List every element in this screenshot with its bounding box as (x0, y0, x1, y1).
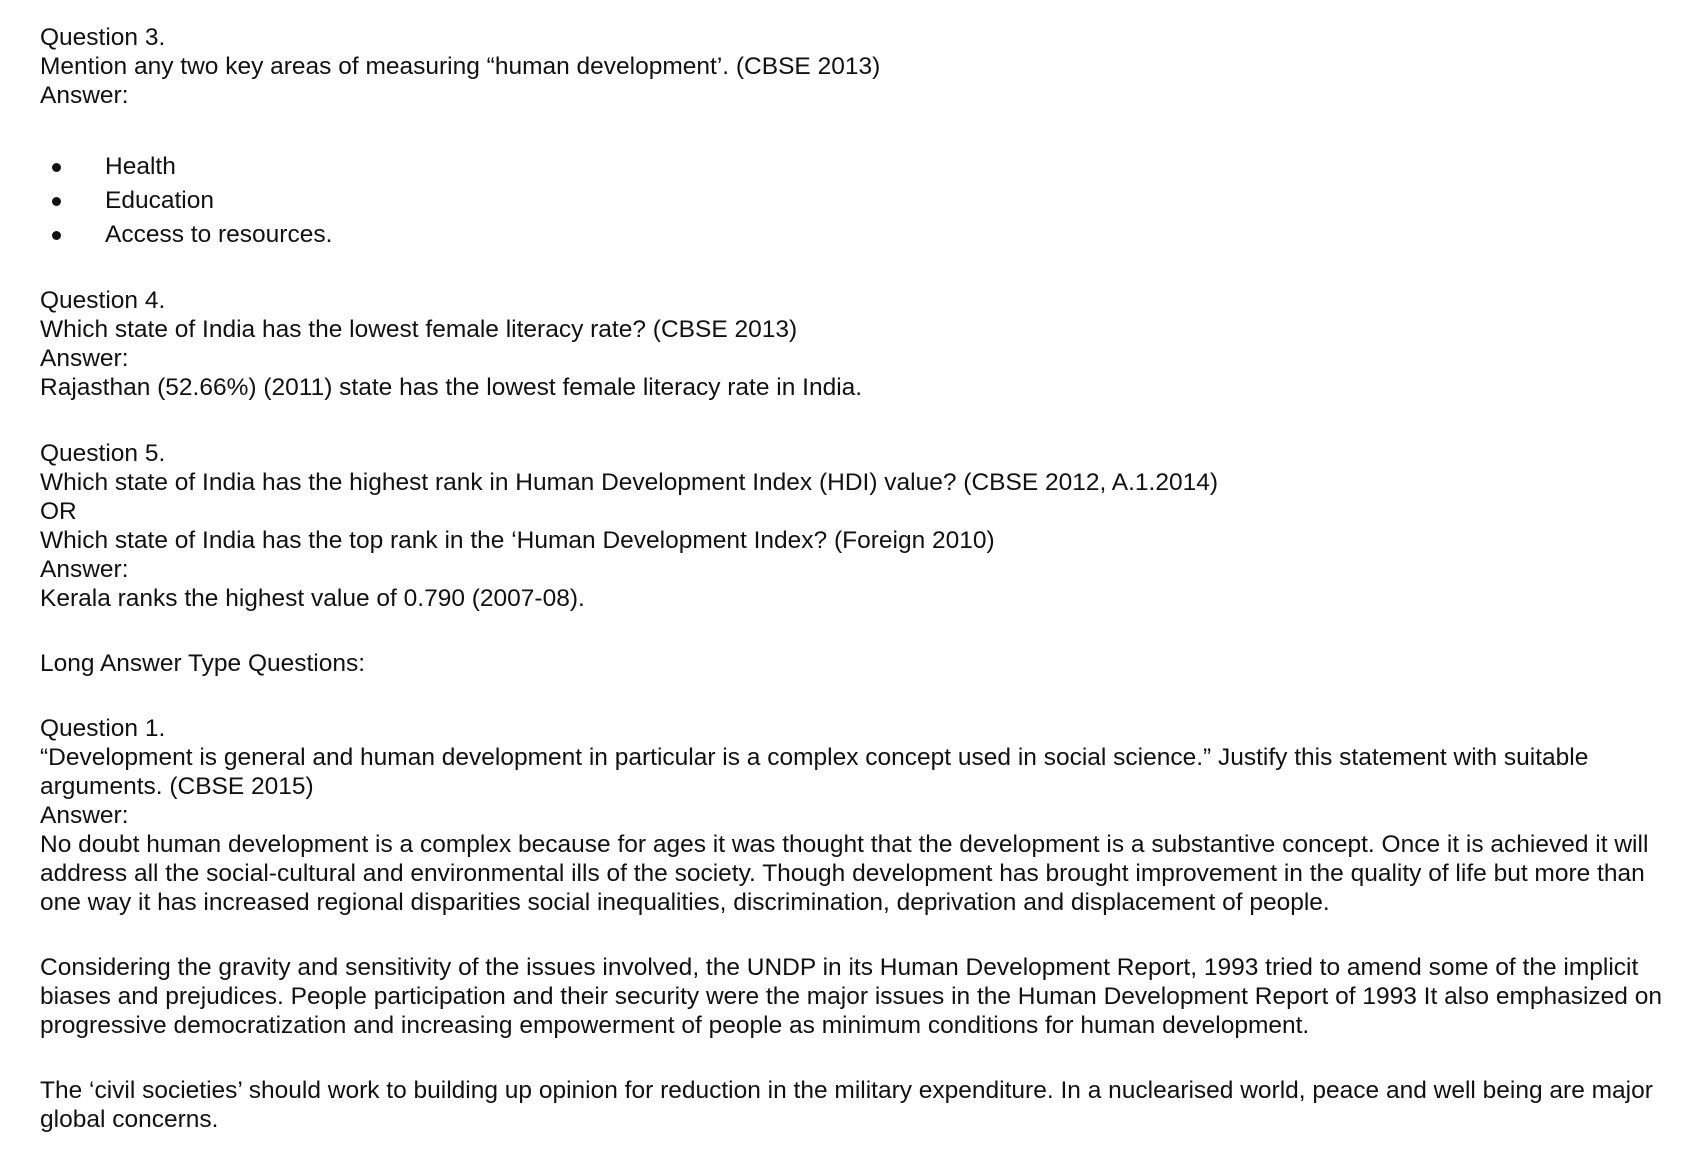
long-question-1-paragraph-2: Considering the gravity and sensitivity of the issues involved, the UNDP in its Human Development Report, 1993 tried to amend some of the implicit biases and prejudices. People participation and their security were the major issues in the Human Development Report of 1993 It also emphasized on progressive democratization and increasing empowerment of people as minimum conditions for human development. (40, 954, 1662, 1039)
question-5-text: Which state of India has the highest rank in Human Development Index (HDI) value? (CBSE 2012, A.1.2014) (40, 469, 1218, 496)
bullet-icon (52, 231, 61, 240)
question-3-text: Mention any two key areas of measuring “human development’. (CBSE 2013) (40, 53, 881, 80)
long-question-1-text: “Development is general and human development in particular is a complex concept used in social science.” Justify this statement with suitable arguments. (CBSE 2015) (40, 744, 1589, 800)
question-3-answer-label: Answer: (40, 82, 129, 109)
section-heading: Long Answer Type Questions: (40, 650, 366, 677)
long-question-1-paragraph-1: No doubt human development is a complex because for ages it was thought that the development is a substantive concept. Once it is achieved it will address all the social-cultural and environmental ills of the society. Though development has brought improvement in the quality of life but more than one way it has increased regional disparities social inequalities, discrimination, deprivation and displacement of people. (40, 831, 1649, 916)
question-3-answer-list (40, 150, 1700, 252)
list-item: Access to resources. (40, 218, 1700, 252)
question-5-alt-text: Which state of India has the top rank in the ‘Human Development Index? (Foreign 2010) (40, 527, 995, 554)
long-question-1-paragraph-3: The ‘civil societies’ should work to building up opinion for reduction in the military expenditure. In a nuclearised world, peace and well being are major global concerns. (40, 1077, 1653, 1133)
question-3-label: Question 3. (40, 24, 166, 51)
question-5-or: OR (40, 498, 77, 525)
bullet-icon (52, 163, 61, 172)
question-5-label: Question 5. (40, 440, 166, 467)
long-question-1-label: Question 1. (40, 715, 166, 742)
question-5-answer: Kerala ranks the highest value of 0.790 (2007-08). (40, 585, 585, 612)
long-question-1-answer-label: Answer: (40, 802, 129, 829)
question-4-label: Question 4. (40, 287, 166, 314)
question-4-answer-label: Answer: (40, 345, 129, 372)
list-item: Health (40, 150, 1700, 184)
question-4-answer: Rajasthan (52.66%) (2011) state has the lowest female literacy rate in India. (40, 374, 863, 401)
bullet-icon (52, 197, 61, 206)
question-5-answer-label: Answer: (40, 556, 129, 583)
question-4-text: Which state of India has the lowest female literacy rate? (CBSE 2013) (40, 316, 798, 343)
list-item: Education (40, 184, 1700, 218)
